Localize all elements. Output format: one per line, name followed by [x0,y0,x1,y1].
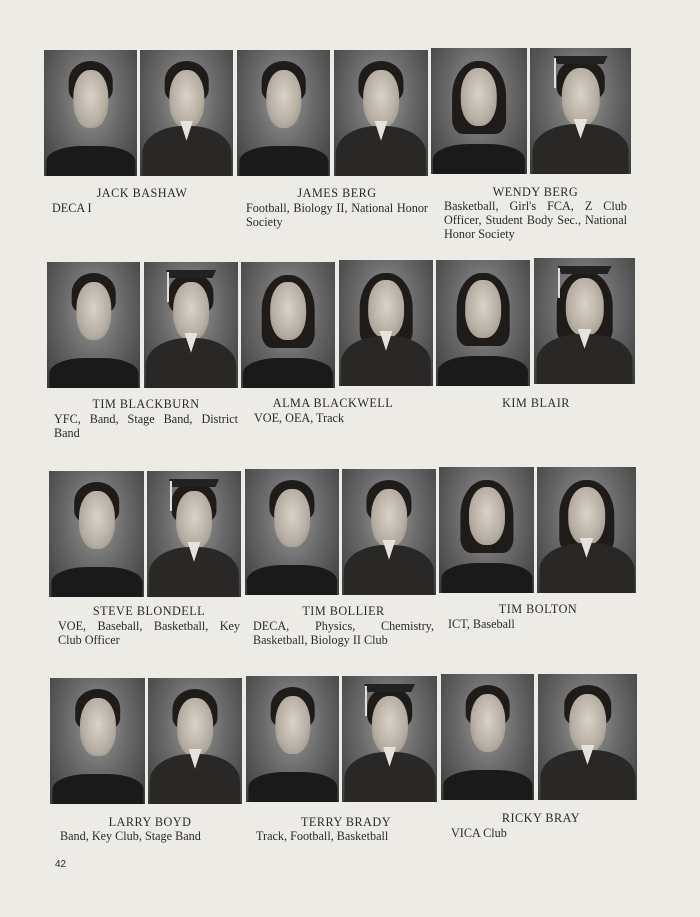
portrait-tim-blackburn-formal [47,262,140,388]
student-activities: Basketball, Girl's FCA, Z Club Officer, Student Body Sec., National Honor Society [444,199,627,241]
portrait-steve-blondell-formal [49,471,144,597]
portrait-terry-brady-gown [342,676,437,802]
portrait-jack-bashaw-gown [140,50,233,176]
portrait-kim-blair-gown [534,258,635,384]
student-name: JAMES BERG [297,186,377,200]
student-activities: Band, Key Club, Stage Band [60,829,201,843]
student-name: TIM BOLLIER [302,604,385,618]
page-number: 42 [55,859,67,870]
student-activities: YFC, Band, Stage Band, District Band [54,412,238,440]
portrait-kim-blair-formal [436,260,530,386]
student-name: TIM BLACKBURN [92,397,200,411]
portrait-tim-bolton-formal [439,467,534,593]
student-activities: VICA Club [451,826,507,840]
portrait-tim-bolton-gown [537,467,636,593]
portrait-tim-bollier-formal [245,469,339,595]
student-activities: Football, Biology II, National Honor Society [246,201,428,229]
portrait-wendy-berg-gown [530,48,631,174]
student-name: WENDY BERG [492,185,579,199]
portrait-james-berg-formal [237,50,330,176]
student-activities: VOE, Baseball, Basketball, Key Club Officer [58,619,240,647]
portrait-larry-boyd-formal [50,678,145,804]
portrait-tim-bollier-gown [342,469,436,595]
portrait-alma-blackwell-formal [241,262,335,388]
student-name: STEVE BLONDELL [92,604,206,618]
portrait-terry-brady-formal [246,676,339,802]
student-activities: ICT, Baseball [448,617,515,631]
student-activities: Track, Football, Basketball [256,829,389,843]
student-activities: DECA, Physics, Chemistry, Basketball, Biology II Club [253,619,434,647]
portrait-alma-blackwell-gown [339,260,433,386]
portrait-larry-boyd-gown [148,678,242,804]
portrait-steve-blondell-gown [147,471,241,597]
portrait-wendy-berg-formal [431,48,527,174]
student-name: ALMA BLACKWELL [272,396,394,410]
student-name: TERRY BRADY [300,815,392,829]
portrait-tim-blackburn-gown [144,262,238,388]
student-name: RICKY BRAY [501,811,581,825]
student-name: KIM BLAIR [502,396,570,410]
student-name: TIM BOLTON [498,602,578,616]
student-activities: DECA I [52,201,92,215]
student-name: JACK BASHAW [96,186,188,200]
portrait-jack-bashaw-formal [44,50,137,176]
portrait-james-berg-gown [334,50,428,176]
student-activities: VOE, OEA, Track [254,411,345,425]
portrait-ricky-bray-gown [538,674,637,800]
portrait-ricky-bray-formal [441,674,534,800]
student-name: LARRY BOYD [108,815,192,829]
